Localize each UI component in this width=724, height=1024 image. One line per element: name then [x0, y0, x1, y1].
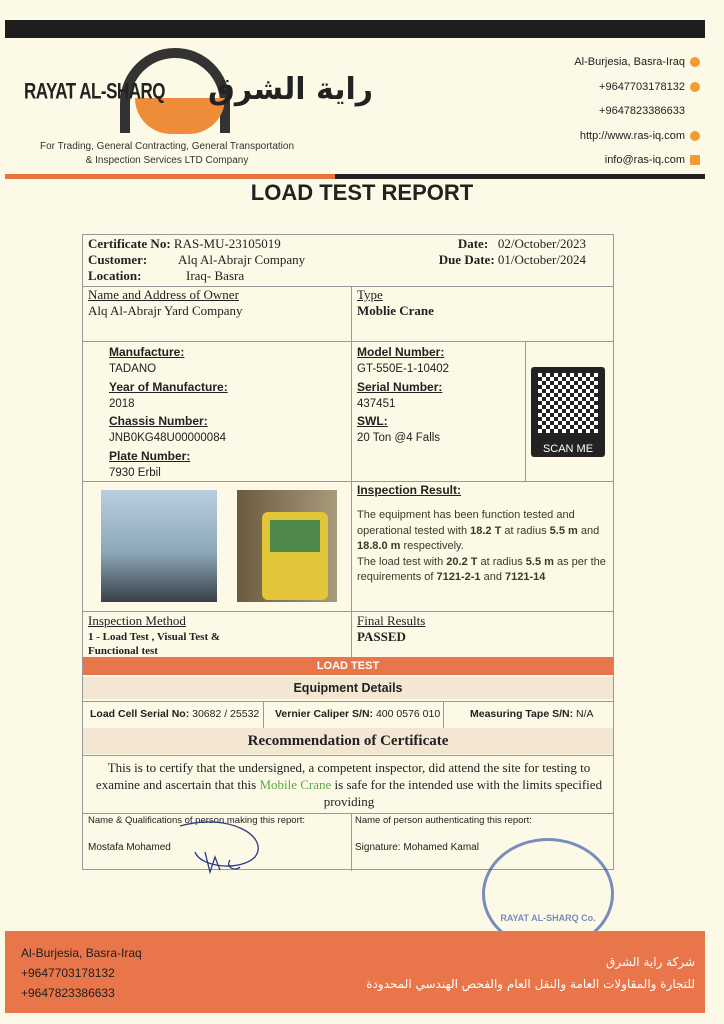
email-icon [690, 155, 700, 165]
page-title: LOAD TEST REPORT [250, 180, 474, 205]
method-label: Inspection Method [88, 613, 186, 628]
model: GT-550E-1-10402 [357, 363, 450, 376]
qr-code[interactable] [531, 367, 605, 457]
contact-web[interactable] [574, 124, 700, 149]
final-results-label: Final Results [357, 613, 426, 628]
phone-icon [690, 82, 700, 92]
caliper-label: Vernier Caliper S/N: [275, 708, 374, 720]
type-label: Type [357, 287, 383, 302]
footer-contacts [21, 943, 142, 1003]
caliper-value: 400 0576 010 [375, 708, 441, 720]
manufacture-block [109, 344, 228, 482]
load-cell [90, 701, 259, 727]
chassis: JNB0KG48U00000084 [109, 432, 226, 445]
contact-address [574, 50, 700, 75]
owner-value: Alq Al-Abrajr Yard Company [88, 303, 243, 318]
t: 5.5 m [549, 524, 578, 537]
location: Iraq- Basra [186, 268, 245, 283]
date: 02/October/2023 [497, 236, 586, 251]
date-label: Date: [457, 236, 489, 251]
device-screen [270, 520, 320, 552]
t: 18.2 T [470, 524, 502, 537]
maker-name: Mostafa Mohamed [88, 842, 171, 853]
t: The equipment has been function tested and operational tested with [357, 509, 575, 537]
t: as per the requirements of [357, 555, 606, 583]
t: 7121-14 [505, 571, 546, 583]
tape-label: Measuring Tape S/N: [470, 708, 574, 720]
tape-value: N/A [576, 708, 594, 720]
contact-text: +9647703178132 [599, 80, 685, 93]
cert-no-label: Certificate No: [88, 236, 171, 251]
footer-ar-desc: للتجارة والمقاولات العامة والنقل العام والفحص الهندسي المحدودة [366, 977, 695, 991]
due-date: 01/October/2024 [497, 252, 586, 267]
maker-label: Name & Qualifications of person making this report: [88, 815, 306, 826]
logo-text: RAYAT AL-SHARQ [24, 79, 165, 104]
t: and [480, 571, 505, 583]
qr-label: SCAN ME [542, 443, 594, 455]
type-value: Moblie Crane [357, 303, 434, 318]
equipment-serials [83, 701, 613, 727]
tagline-1: For Trading, General Contracting, General Transportation [39, 141, 295, 152]
footer-address: Al-Burjesia, Basra-Iraq [21, 946, 142, 960]
contact-text: +9647823386633 [599, 105, 685, 117]
swl-label: SWL: [357, 414, 388, 429]
contact-text[interactable]: http://www.ras-iq.com [579, 129, 685, 142]
qr-pattern [538, 373, 598, 433]
equipment-details-heading: Equipment Details [83, 677, 613, 699]
divider-orange [5, 174, 335, 179]
load-test-banner: LOAD TEST [83, 657, 613, 675]
auth-name: Signature: Mohamed Kamal [355, 842, 479, 853]
customer: Alq Al-Abrajr Company [178, 252, 306, 267]
manufacture: TADANO [109, 363, 157, 376]
year: 2018 [109, 397, 135, 410]
recommendation-heading: Recommendation of Certificate [83, 728, 613, 754]
swl: 20 Ton @4 Falls [357, 432, 441, 445]
serial-label: Serial Number: [357, 379, 443, 394]
recommendation-text [88, 759, 610, 810]
crane-photo [101, 490, 217, 602]
owner-label: Name and Address of Owner [88, 287, 239, 302]
due-date-label: Due Date: [438, 252, 495, 267]
t: 7121-2-1 [436, 571, 481, 583]
contact-phone-2 [574, 99, 700, 124]
load-cell-label: Load Cell Serial No: [90, 708, 190, 720]
footer-phone-2: +9647823386633 [21, 986, 115, 1000]
contact-text: Al-Burjesia, Basra-Iraq [574, 56, 685, 68]
plate: 7930 Erbil [109, 467, 161, 480]
inspection-label: Inspection Result: [357, 483, 462, 497]
logo-arabic: راية الشرق [208, 72, 374, 107]
t: at radius [477, 555, 526, 568]
model-block [357, 344, 449, 448]
footer-ar-name: شركة راية الشرق [606, 955, 695, 969]
serial: 437451 [357, 397, 396, 410]
final-results: PASSED [357, 629, 406, 644]
cert-no: RAS-MU-23105019 [173, 236, 281, 251]
t: This is to certify that the undersigned, a competent inspector, did attend the site for testing to examine and ascertain that this [95, 760, 591, 792]
load-cell-photo [237, 490, 337, 602]
contact-text[interactable]: info@ras-iq.com [604, 154, 685, 166]
t: The load test with [357, 555, 447, 568]
t: 5.5 m [525, 555, 554, 568]
top-bar [5, 20, 705, 38]
signature-mark [170, 812, 270, 877]
footer [5, 931, 705, 1013]
load-cell-value: 30682 / 25532 [192, 708, 260, 720]
dates [426, 236, 586, 268]
t: respectively. [400, 540, 464, 552]
contact-phone-1 [574, 75, 700, 100]
tagline [22, 140, 312, 168]
contacts [574, 50, 700, 173]
tagline-2: & Inspection Services LTD Company [85, 155, 249, 166]
cert-info [88, 236, 305, 284]
tape [470, 701, 594, 727]
chassis-label: Chassis Number: [109, 414, 208, 429]
year-label: Year of Manufacture: [109, 379, 228, 394]
t: is safe for the intended use with the limits specified providing [323, 777, 603, 809]
web-icon [690, 131, 700, 141]
contact-email[interactable] [574, 148, 700, 173]
model-label: Model Number: [357, 345, 445, 359]
t: and [577, 524, 600, 537]
t: 18.8.0 m [357, 540, 401, 552]
customer-label: Customer: [88, 252, 148, 267]
t: at radius [501, 524, 550, 537]
auth-label: Name of person authenticating this report: [355, 815, 532, 826]
location-icon [690, 57, 700, 67]
t: 20.2 T [446, 555, 478, 568]
load-cell-device [262, 512, 328, 600]
plate-label: Plate Number: [109, 448, 191, 463]
inspection-text [357, 508, 611, 586]
location-label: Location: [88, 268, 142, 283]
manufacture-label: Manufacture: [109, 345, 185, 359]
stamp-text: RAYAT AL-SHARQ Co. [500, 913, 596, 923]
equipment-type-highlight: Mobile Crane [259, 777, 332, 792]
caliper [275, 701, 440, 727]
method-value: 1 - Load Test , Visual Test & Functional test [88, 631, 221, 657]
footer-phone-1: +9647703178132 [21, 966, 115, 980]
divider-black [335, 174, 705, 179]
footer-arabic [366, 951, 695, 995]
